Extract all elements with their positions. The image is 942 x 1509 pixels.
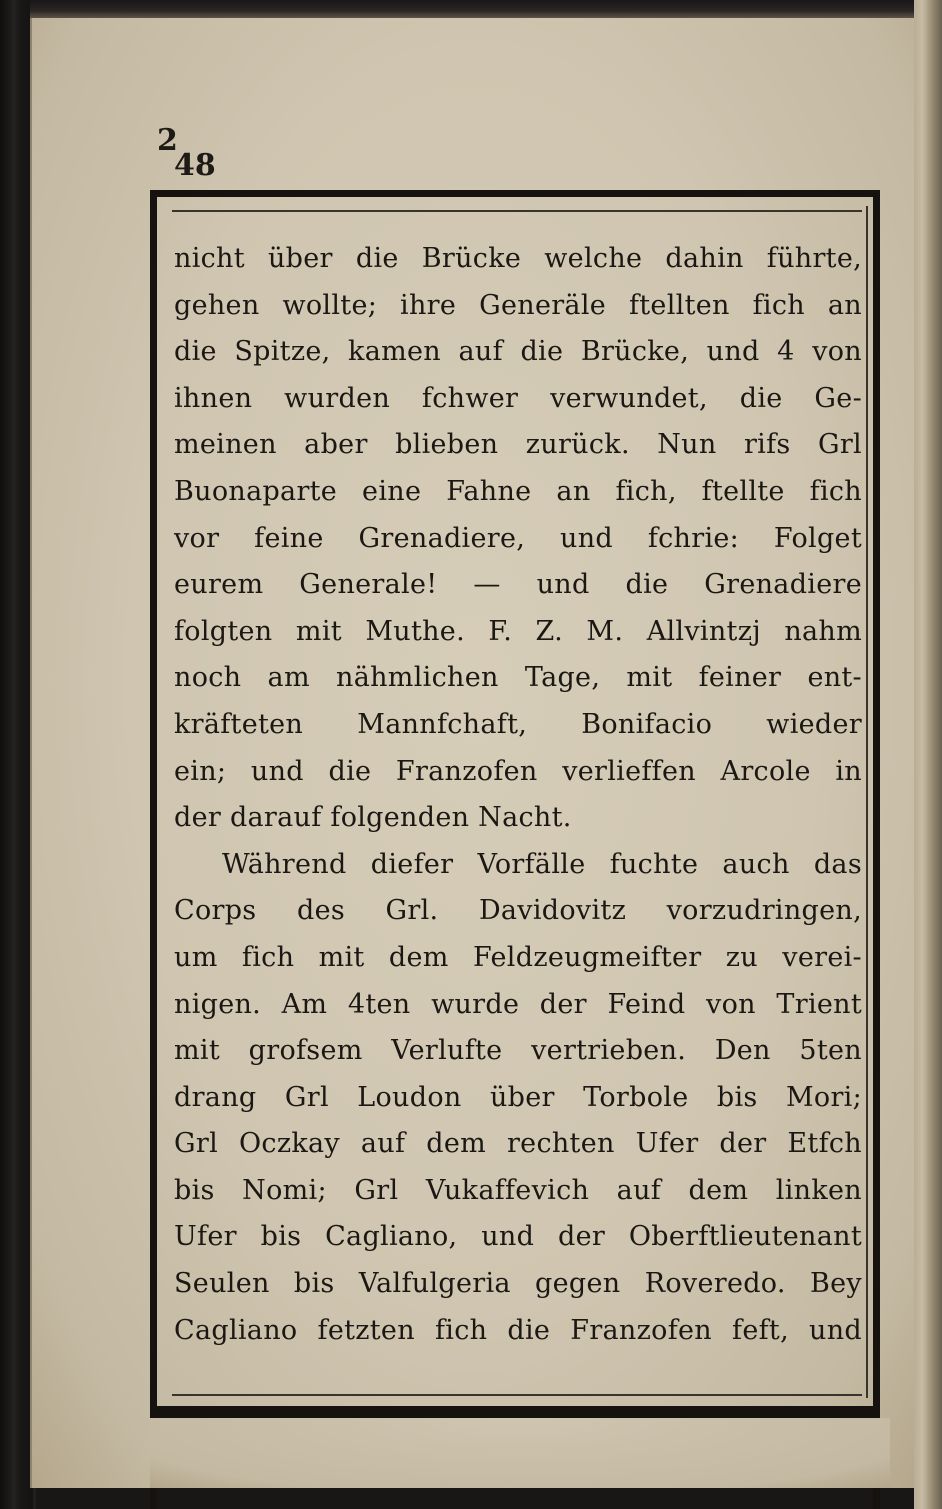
book-top-edge [30,0,942,18]
text-line: nicht über die Brücke welche dahin führte, [174,243,862,274]
page-number: 48 [174,148,216,183]
text-line: meinen aber blieben zurück. Nun rifs Grl [174,429,862,461]
page-bottom-margin [150,1418,890,1488]
text-line: bis Nomi; Grl Vukaffevich auf dem linken [174,1174,862,1206]
body-text [174,236,862,1354]
text-line: vor feine Grenadiere, und fchrie: Folget [174,522,862,554]
text-line: Corps des Grl. Davidovitz vorzudringen, [174,895,862,927]
text-line: Ufer bis Cagliano, und der Oberftlieutenant [174,1221,862,1253]
text-line: ein; und die Franzofen verlieffen Arcole in [174,755,862,787]
text-line: kräfteten Mannfchaft, Bonifacio wieder [174,708,862,740]
text-line: Buonaparte eine Fahne an fich, ftellte fich [174,475,862,507]
text-line: nigen. Am 4ten wurde der Feind von Trient [174,988,862,1020]
text-line: noch am nähmlichen Tage, mit feiner ent- [174,662,862,694]
text-line: folgten mit Muthe. F. Z. M. Allvintzj nahm [174,615,862,647]
text-line: gehen wollte; ihre Generäle ftellten fich an [174,289,862,321]
text-line: Grl Oczkay auf dem rechten Ufer der Etfch [174,1128,862,1160]
text-frame-inner-bottom-rule [172,1394,862,1396]
page-number-superscript: 2 [157,123,178,158]
text-line: ihnen wurden fchwer verwundet, die Ge- [174,382,862,414]
text-frame-inner-right-rule [866,206,868,1398]
text-line: um fich mit dem Feldzeugmeifter zu verei- [174,941,862,973]
text-line: die Spitze, kamen auf die Brücke, und 4 von [174,336,862,368]
text-line: der darauf folgenden Nacht. [174,802,572,834]
text-frame-inner-top-rule [172,210,862,212]
book-fore-edge [914,0,942,1509]
text-line: Cagliano fetzten fich die Franzofen feft, und [174,1314,862,1346]
text-line: eurem Generale! — und die Grenadiere [174,569,862,601]
text-frame-bottom-rule [150,1406,880,1418]
text-line: Seulen bis Valfulgeria gegen Roveredo. Bey [174,1268,862,1300]
text-line: mit grofsem Verlufte vertrieben. Den 5ten [174,1035,862,1067]
text-line: drang Grl Loudon über Torbole bis Mori; [174,1081,862,1113]
text-line: Während diefer Vorfälle fuchte auch das [222,848,862,880]
